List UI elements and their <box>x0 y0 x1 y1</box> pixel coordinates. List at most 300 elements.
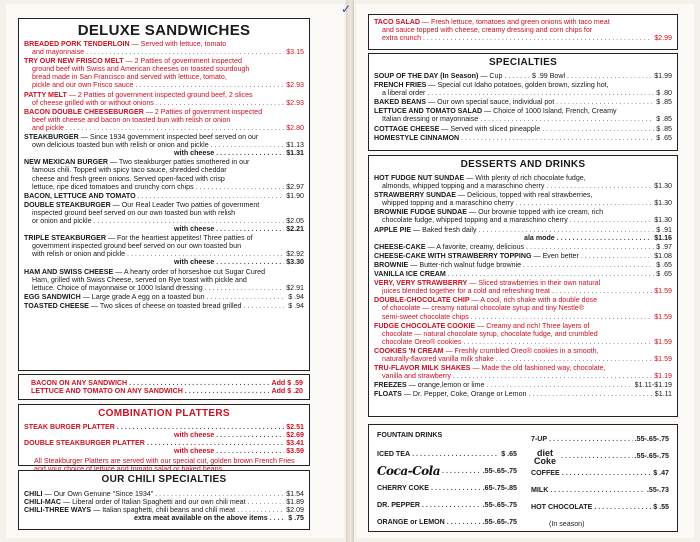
dessert-item-cont-line <box>374 216 672 224</box>
sandwich-item-cont-line <box>24 217 304 225</box>
sandwich-item-line <box>24 201 304 209</box>
specialty-item-cont-line <box>374 89 672 97</box>
fountain-drinks-right-column <box>531 431 669 530</box>
dessert-item-head <box>374 261 654 269</box>
dessert-item-desc: — Freshly crumbled Oreo® cookies in a smooth, <box>445 346 599 355</box>
sandwich-item-desc: — Served with lettuce, tomato <box>131 40 227 48</box>
fountain-row <box>377 513 517 530</box>
sandwich-item-line <box>24 302 304 310</box>
sandwich-item-cont-line-price: $2.93 <box>286 98 304 107</box>
sandwich-item-cont: Ham, grilled with Swiss Cheese, served on Rye toast with pickle and <box>32 275 247 284</box>
chili-desc: — Our Own Genuine "Since 1934" <box>44 490 154 498</box>
sandwich-item-cont-line-label: and pickle . . . <box>32 124 284 132</box>
specialty-item-name: BAKED BEANS <box>374 98 427 107</box>
dessert-item-desc: — Butter-rich walnut fudge brownie <box>410 260 522 269</box>
specialty-item-head <box>374 72 652 80</box>
sandwich-item-cont: famous chili. Topped with spicy taco sauce, shredded cheddar <box>32 166 227 175</box>
fountain-name: ICED TEA <box>377 449 411 458</box>
sandwich-item-name: TRIPLE STEAKBURGER <box>24 234 106 243</box>
fountain-leader <box>442 467 481 475</box>
sandwich-item-cont-line <box>24 141 304 149</box>
dessert-item <box>374 322 672 346</box>
sandwich-item-price: $ .94 <box>288 292 304 301</box>
dessert-item-cont-line-label: naturally-flavored vanilla milk shake . . . <box>382 355 652 363</box>
dessert-item <box>374 191 672 207</box>
dessert-item-cont: chocolate — natural chocolate syrup, chocolate fudge, and crumbled <box>382 329 598 338</box>
sandwich-item-variant-price: $2.21 <box>286 225 304 234</box>
fountain-row <box>531 448 669 465</box>
specialties-list <box>374 72 672 142</box>
sandwich-item <box>24 201 304 233</box>
sandwich-item-cont-line <box>24 284 304 292</box>
dessert-item-line <box>374 381 672 389</box>
dessert-item-desc: — Delicious, topped with real strawberries, <box>457 191 593 200</box>
sandwich-item <box>24 133 304 157</box>
specialty-item-line <box>374 134 672 142</box>
sandwich-item-desc: — Two steakburger patties smothered in our <box>109 158 250 167</box>
specialty-item-cont-line-label: a liberal order . . . <box>382 89 654 97</box>
dessert-item-desc: — With plenty of rich chocolate fudge, <box>466 174 586 182</box>
specialty-item-cont-line-price: $ .80 <box>656 89 672 98</box>
fountain-leader <box>412 450 499 458</box>
sandwich-item-line <box>24 293 304 301</box>
dessert-item-cont-line-price: $1.59 <box>654 354 672 363</box>
specialty-item <box>374 134 672 142</box>
dessert-item-desc: — Creamy and rich! Three layers of <box>477 321 590 330</box>
dessert-item-line <box>374 252 672 260</box>
sandwich-item-desc: — 2 Patties of government inspected <box>125 57 242 66</box>
dessert-item-cont-line-label: whipped topping and a maraschino cherry . . . <box>382 199 652 207</box>
dessert-item-line <box>374 261 672 269</box>
fountain-leader <box>550 486 645 494</box>
fountain-left-list <box>377 445 517 530</box>
sandwich-item-name: BACON DOUBLE CHEESEBURGER <box>24 107 144 116</box>
chili-desc: — Liberal order of Italian Spaghetti and our own chili meat <box>63 498 246 507</box>
sandwich-item-cont-line-label: and mayonnaise . . . <box>32 48 284 56</box>
chili-desc: — Italian spaghetti, chili beans and chili meat <box>93 506 236 515</box>
sandwich-item-line <box>24 133 304 141</box>
dessert-item-head <box>374 226 654 234</box>
dessert-item-name: HOT FUDGE NUT SUNDAE <box>374 174 465 182</box>
dessert-item-desc: — A favorite, creamy, delicious <box>427 242 525 251</box>
combo-variant-label: with cheese . . . <box>174 447 284 455</box>
fountain-drinks-columns <box>377 431 669 530</box>
sandwich-item-variant-label: with cheese . . . <box>174 149 284 157</box>
dessert-item-line <box>374 243 672 251</box>
sandwich-item-variant-label: with cheese . . . <box>174 258 284 266</box>
sandwich-item-variant-price: $1.31 <box>286 149 304 158</box>
sandwich-item-cont-line-label: lettuce, ripe diced tomatoes and crunchy corn chips . . . <box>32 183 284 191</box>
sandwich-item-name: STEAKBURGER <box>24 133 79 142</box>
fountain-leader <box>594 503 651 511</box>
dessert-item-desc: — Made the old fashioned way, chocolate, <box>472 364 606 373</box>
taco-salad-line1 <box>374 18 672 26</box>
dessert-item-cont-line-label: chocolate fudge, whipped topping and a maraschino cherry . . . <box>382 216 652 224</box>
dessert-item-price: $ .65 <box>656 270 672 279</box>
sandwich-item-cont-line <box>24 183 304 191</box>
desserts-drinks-list <box>374 174 672 398</box>
sandwich-item-cont-line <box>24 99 304 107</box>
specialty-item-name: LETTUCE AND TOMATO SALAD <box>374 107 483 116</box>
fountain-drinks-box <box>368 424 678 532</box>
dessert-item-name: STRAWBERRY SUNDAE <box>374 191 456 200</box>
specialty-item-head <box>374 98 654 106</box>
fountain-leader <box>561 452 633 460</box>
fountain-row <box>377 462 517 479</box>
specialty-item <box>374 107 672 123</box>
specialty-item-price: $ .85 <box>656 124 672 133</box>
dessert-item <box>374 226 672 242</box>
sandwich-item-variant <box>24 149 304 157</box>
specialty-item <box>374 125 672 133</box>
dessert-item-cont-line-label: vanilla and strawberry . . . <box>382 372 652 380</box>
chili-specialties-list <box>24 490 304 514</box>
fountain-leader <box>562 469 651 477</box>
coca-cola-logo: Coca-Cola <box>377 463 441 478</box>
sandwich-item-name: DOUBLE STEAKBURGER <box>24 200 111 209</box>
sandwich-item-cont-line-label: pickle and our own Frisco sauce . . . <box>32 81 284 89</box>
sandwich-item <box>24 302 304 310</box>
sandwich-item-desc: — A hearty order of horseshoe cut Sugar Cured <box>115 267 266 276</box>
fountain-price: $ .65 <box>501 449 517 458</box>
dessert-item-variant <box>374 234 672 242</box>
fountain-price: .55-.65-.75 <box>482 517 517 526</box>
taco-salad-price: $2.99 <box>654 34 672 43</box>
combination-platters-box <box>18 404 310 466</box>
fountain-price: .55-.65-.75 <box>482 466 517 475</box>
sandwich-item-cont: ground beef with Swiss and American cheeses on toasted sourdough <box>32 65 250 74</box>
dessert-item <box>374 296 672 320</box>
sandwich-item-variant <box>24 225 304 233</box>
specialty-item-desc: — Served with sliced pineapple <box>441 124 541 133</box>
deluxe-sandwiches-box <box>18 18 310 371</box>
chili-extra-price: $ .75 <box>288 514 304 523</box>
fountain-price: $ .55 <box>653 503 669 512</box>
fountain-row <box>531 482 669 499</box>
sandwich-item-desc: — For the heartiest appetites! Three patties of <box>107 234 253 243</box>
page-fold <box>346 0 354 542</box>
specialty-item-price: $ .85 <box>656 98 672 107</box>
fountain-name: HOT CHOCOLATE <box>531 503 593 512</box>
dessert-item-price: $ .91 <box>656 225 672 234</box>
dessert-item-line <box>374 279 672 287</box>
sandwich-item-head <box>24 192 284 200</box>
dessert-item-head <box>374 381 633 389</box>
sandwich-item-desc: — Large grade A egg on a toasted bun <box>82 292 205 301</box>
sandwich-item-cont-line <box>24 81 304 89</box>
dessert-item <box>374 270 672 278</box>
sandwich-item-variant <box>24 258 304 266</box>
sandwich-item <box>24 158 304 190</box>
chili-row <box>24 490 304 498</box>
dessert-item-line <box>374 270 672 278</box>
diet-coke-logo: diet Coke <box>533 447 556 466</box>
sandwich-item-head <box>24 293 286 301</box>
dessert-item <box>374 252 672 260</box>
specialty-item-line <box>374 125 672 133</box>
chili-name: CHILI-MAC <box>24 498 62 507</box>
combo-row-price: $3.41 <box>286 439 304 448</box>
combo-row-label: DOUBLE STEAKBURGER PLATTER . . . <box>24 439 284 447</box>
dessert-item-name: APPLE PIE <box>374 225 412 234</box>
specialty-item-price: $ .65 <box>656 133 672 142</box>
sandwich-item-cont-line-price: $2.05 <box>286 216 304 225</box>
dessert-item-cont: of chocolate — creamy natural chocolate syrup and tiny Nestle® <box>382 304 584 313</box>
sandwich-item-cont-line-label: or onion and pickle . . . <box>32 217 284 225</box>
dessert-item-cont-line <box>374 182 672 190</box>
sandwich-item-cont-line <box>24 124 304 132</box>
sandwich-item-desc: — 2 Patties of government inspected ground beef, 2 slices <box>68 90 253 99</box>
dessert-item-head <box>374 243 654 251</box>
check-mark-icon: ✓ <box>341 2 352 16</box>
dessert-item <box>374 347 672 363</box>
fountain-name: 7-UP <box>531 435 548 444</box>
addon-row-label: BACON ON ANY SANDWICH . . . <box>31 379 269 387</box>
dessert-item-cont-line-price: $1.19 <box>654 372 672 381</box>
sandwich-item-line <box>24 268 304 276</box>
specialty-item <box>374 81 672 97</box>
chili-row <box>24 506 304 514</box>
specialty-item-name: FRENCH FRIES <box>374 81 427 90</box>
dessert-item-line <box>374 191 672 199</box>
chili-specialties-box <box>18 470 310 530</box>
specialty-item-head <box>374 125 654 133</box>
chili-extra-meat <box>24 514 304 522</box>
fountain-drinks-left-column <box>377 431 517 530</box>
sandwich-item-line <box>24 57 304 65</box>
deluxe-sandwiches-list <box>24 40 304 310</box>
sandwich-item-cont: bread made in San Francisco and served with lettuce, tomato, <box>32 73 227 82</box>
dessert-item-desc: — Even better <box>533 251 579 260</box>
sandwich-item-cont-line-price: $2.92 <box>286 250 304 259</box>
dessert-item-desc: — A cool, rich shake with a double dose <box>471 296 598 305</box>
addon-row <box>31 387 303 395</box>
dessert-item-price: $1.11-$1.19 <box>634 381 672 390</box>
sandwich-item-line <box>24 40 304 48</box>
sandwich-item-cont-line-price: $2.97 <box>286 182 304 191</box>
dessert-item-name: FREEZES <box>374 381 407 390</box>
chili-specialties-title: OUR CHILI SPECIALTIES <box>101 474 227 485</box>
dessert-item <box>374 279 672 295</box>
combo-variant <box>24 447 304 455</box>
sandwich-item-line <box>24 234 304 242</box>
sandwich-item-name: NEW MEXICAN BURGER <box>24 158 108 167</box>
addon-row-price: Add $ .59 <box>271 379 303 387</box>
sandwich-item-name: TOASTED CHEESE <box>24 301 89 310</box>
dessert-item-desc: — Baked fresh daily <box>413 225 477 234</box>
dessert-item-cont-line <box>374 287 672 295</box>
dessert-item-variant-price: $1.16 <box>654 233 672 242</box>
sandwich-item-desc: — Two slices of cheese on toasted bread grilled <box>90 301 242 310</box>
dessert-item-price: $ .97 <box>656 242 672 251</box>
specialty-item <box>374 72 672 80</box>
dessert-item-name: FLOATS <box>374 390 402 399</box>
fountain-price: $ .47 <box>653 469 669 478</box>
fountain-leader <box>431 484 481 492</box>
sandwich-item-name: BACON, LETTUCE AND TOMATO <box>24 191 136 200</box>
fountain-row <box>531 499 669 516</box>
chili-row-head <box>24 506 284 514</box>
dessert-item-line <box>374 296 672 304</box>
combo-row-price: $2.51 <box>286 423 304 431</box>
fountain-name: MILK <box>531 486 549 495</box>
dessert-item-price: $ .65 <box>656 260 672 269</box>
dessert-item-desc: — Dr. Pepper, Coke, Orange or Lemon <box>403 390 527 399</box>
fountain-row <box>377 496 517 513</box>
taco-salad-name: TACO SALAD <box>374 18 420 26</box>
addon-row-label: LETTUCE AND TOMATO ON ANY SANDWICH . . . <box>31 387 269 395</box>
sandwich-item-cont-line <box>24 48 304 56</box>
combo-row <box>24 423 304 431</box>
addon-row <box>31 379 303 387</box>
fountain-row <box>377 479 517 496</box>
combo-variant <box>24 431 304 439</box>
specialty-item-name: SOUP OF THE DAY (In Season) <box>374 72 479 80</box>
dessert-item-head <box>374 390 653 398</box>
dessert-item <box>374 364 672 380</box>
dessert-item-variant-label: ala mode . . . <box>524 234 652 242</box>
fountain-leader <box>422 501 481 509</box>
chili-name: CHILI <box>24 490 43 498</box>
sandwich-item <box>24 192 304 200</box>
dessert-item-name: CHEESE-CAKE WITH STRAWBERRY TOPPING <box>374 251 532 260</box>
sandwich-item-desc: — Since 1934 government inspected beef served on our <box>80 133 259 142</box>
sandwich-item <box>24 234 304 266</box>
dessert-item <box>374 208 672 224</box>
dessert-item-cont-line-label: semi-sweet chocolate chips . . . <box>382 313 652 321</box>
chili-price: $1.54 <box>286 490 304 498</box>
dessert-item <box>374 243 672 251</box>
dessert-item-name: BROWNIE <box>374 260 409 269</box>
sandwich-item-price: $ .94 <box>288 301 304 310</box>
dessert-item-cont-line <box>374 338 672 346</box>
sandwich-item-cont-line-label: with relish or onion and pickle . . . <box>32 250 284 258</box>
sandwich-item-cont: beef with cheese and bacon on toasted bun with relish or onion <box>32 115 231 124</box>
addon-row-price: Add $ .20 <box>271 387 303 396</box>
sandwich-item-line <box>24 158 304 166</box>
dessert-item-price: $1.08 <box>654 251 672 260</box>
sandwich-item <box>24 268 304 292</box>
combo-row <box>24 439 304 447</box>
sandwich-item-cont-line-price: $2.93 <box>286 81 304 90</box>
addons-list <box>31 379 303 395</box>
sandwich-item-name: EGG SANDWICH <box>24 292 81 301</box>
dessert-item-line <box>374 347 672 355</box>
sandwich-item-line <box>24 108 304 116</box>
specialty-item-desc: — Our own special sauce, individual pot <box>428 98 555 107</box>
combination-platters-note: All Steakburger Platters are served with our special cut, golden brown French Fries <box>34 457 295 466</box>
specialty-item-cont-line <box>374 115 672 123</box>
sandwich-item-line <box>24 192 304 200</box>
sandwich-item-line <box>24 91 304 99</box>
fountain-leader <box>447 518 481 526</box>
chili-price: $2.09 <box>286 506 304 515</box>
specialty-item-price: $1.99 <box>654 72 672 80</box>
dessert-item <box>374 390 672 398</box>
dessert-item-name: VANILLA ICE CREAM <box>374 270 446 279</box>
sandwich-item-desc: — Our Real Leader Two patties of government <box>112 200 260 209</box>
dessert-item-line <box>374 208 672 216</box>
sandwich-item-name: PATTY MELT <box>24 90 67 99</box>
chili-row-head <box>24 490 284 498</box>
dessert-item-head <box>374 270 654 278</box>
fountain-name: COFFEE <box>531 469 560 478</box>
sandwich-item <box>24 108 304 132</box>
dessert-item-name: DOUBLE-CHOCOLATE CHIP <box>374 296 470 305</box>
specialty-item-desc: — Special cut Idaho potatoes, golden brown, sizzling hot, <box>428 81 609 90</box>
chili-row <box>24 498 304 506</box>
fountain-price: .55-.65-.75 <box>634 452 669 461</box>
desserts-drinks-title: DESSERTS AND DRINKS <box>460 159 586 170</box>
sandwich-item <box>24 57 304 89</box>
chili-name: CHILI-THREE WAYS <box>24 506 92 515</box>
addons-box <box>18 374 310 400</box>
dessert-item-desc: — orange,lemon or lime <box>408 381 485 390</box>
specialty-item <box>374 98 672 106</box>
chili-price: $1.89 <box>286 498 304 507</box>
specialties-box <box>368 53 678 151</box>
combo-variant-price: $3.59 <box>286 447 304 456</box>
sandwich-item-cont-line-label: own delicious toasted bun with relish or onion and pickle . . . <box>32 141 284 149</box>
fountain-row <box>377 445 517 462</box>
sandwich-item-cont-line-price: $2.91 <box>286 283 304 292</box>
dessert-item-cont-line <box>374 355 672 363</box>
specialty-item-head <box>374 134 654 142</box>
deluxe-sandwiches-title: DELUXE SANDWICHES <box>77 22 251 39</box>
chili-extra-label: extra meat available on the above items . . . <box>134 514 286 522</box>
dessert-item-cont-line-label: juices blended together for a cold and refreshing treat . . . <box>382 287 652 295</box>
desserts-drinks-box <box>368 155 678 417</box>
sandwich-item-price: $1.90 <box>286 191 304 200</box>
taco-salad-line2: and sauce topped with cheese, creamy dressing and corn chips for <box>382 26 593 35</box>
dessert-item-cont-line <box>374 313 672 321</box>
dessert-item-name: CHEESE-CAKE <box>374 242 426 251</box>
sandwich-item-cont: government inspected ground beef served on our own toasted bun <box>32 242 242 251</box>
dessert-item-head <box>374 252 652 260</box>
fountain-price: .55-.65-.75 <box>634 435 669 444</box>
combination-platters-list <box>24 423 304 455</box>
dessert-item-line <box>374 390 672 398</box>
sandwich-item <box>24 91 304 107</box>
fountain-in-season: (In season) <box>549 520 585 528</box>
combo-row-label: STEAK BURGER PLATTER . . . <box>24 423 284 431</box>
sandwich-item-cont-line-price: $1.13 <box>286 141 304 150</box>
specialty-item-desc: — Cup . . . . . . . $ .99 Bowl <box>480 72 566 80</box>
sandwich-item-name: HAM AND SWISS CHEESE <box>24 267 114 276</box>
taco-salad-box <box>368 14 678 50</box>
sandwich-item-cont-line-price: $2.80 <box>286 123 304 132</box>
sandwich-item <box>24 40 304 56</box>
chili-row-head <box>24 498 284 506</box>
sandwich-item-desc: — 2 Patties of government inspected <box>145 107 263 116</box>
dessert-item-cont-line <box>374 199 672 207</box>
sandwich-item-variant-price: $3.30 <box>286 258 304 267</box>
dessert-item <box>374 174 672 190</box>
fountain-right-list <box>531 431 669 516</box>
sandwich-item-cont-line-label: of cheese grilled with or without onions . . . <box>32 99 284 107</box>
dessert-item-desc: — Our brownie topped with ice cream, rich <box>469 208 604 217</box>
sandwich-item-cont-line-price: $3.15 <box>286 48 304 57</box>
specialty-item-name: COTTAGE CHEESE <box>374 124 440 133</box>
fountain-price: .65-.75-.85 <box>482 483 517 492</box>
dessert-item-name: FUDGE CHOCOLATE COOKIE <box>374 321 476 330</box>
fountain-row <box>531 431 669 448</box>
dessert-item-cont-line-price: $1.59 <box>654 337 672 346</box>
specialty-item-cont-line-label: Italian dressing or mayonnaise . . . <box>382 115 654 123</box>
taco-salad-cont: extra crunch . . . <box>382 34 652 42</box>
specialty-item-line <box>374 72 672 80</box>
specialty-item-line <box>374 107 672 115</box>
